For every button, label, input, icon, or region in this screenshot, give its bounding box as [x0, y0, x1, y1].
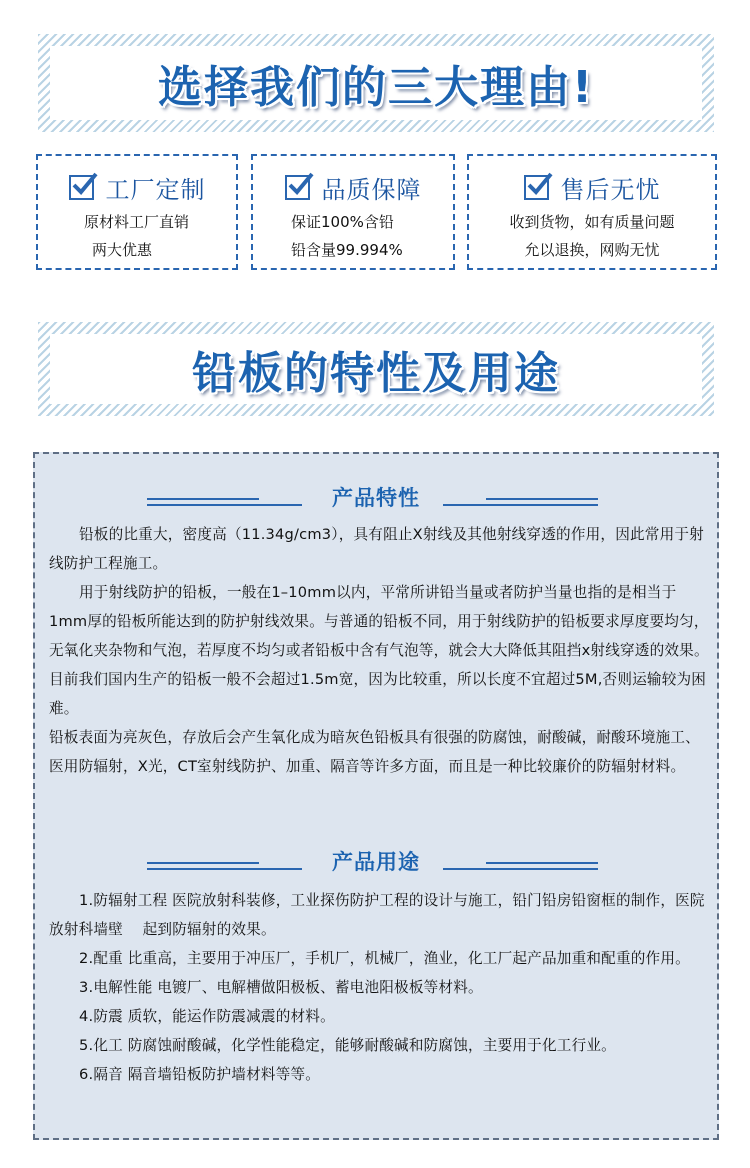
checkbox-checked-icon	[285, 175, 310, 200]
heading-divider-right	[443, 862, 598, 870]
reason-title: 品质保障	[321, 175, 422, 204]
features-paragraph: 铅板表面为亮灰色，存放后会产生氧化成为暗灰色铅板具有很强的防腐蚀，耐酸碱，耐酸环境施工、医用防辐射，X光，CT室射线防护、加重、隔音等许多方面，而且是一种比较廉价的防辐射材料。	[49, 729, 700, 775]
uses-item: 5.化工 防腐蚀耐酸碱，化学性能稳定，能够耐酸碱和防腐蚀，主要用于化工行业。	[79, 1037, 616, 1054]
features-heading-text: 产品特性	[332, 486, 420, 510]
reason-line: 允以退换，网购无忧	[524, 241, 660, 259]
reason-card-factory	[36, 154, 238, 270]
uses-heading	[35, 846, 717, 876]
reason-line: 原材料工厂直销	[84, 213, 190, 231]
reason-card-quality	[251, 154, 455, 270]
features-paragraph: 铅板的比重大，密度高（11.34g/cm3），具有阻止X射线及其他射线穿透的作用，因此常用于射线防护工程施工。	[49, 526, 704, 572]
reason-title: 售后无忧	[560, 175, 661, 204]
uses-item: 4.防震 质软，能运作防震减震的材料。	[79, 1008, 335, 1025]
uses-item: 2.配重 比重高，主要用于冲压厂，手机厂，机械厂，渔业，化工厂起产品加重和配重的作用。	[79, 950, 690, 967]
reasons-banner-title: 选择我们的三大理由!	[157, 62, 595, 113]
reason-title: 工厂定制	[105, 175, 206, 204]
reason-line: 收到货物，如有质量问题	[509, 213, 675, 231]
uses-item: 6.隔音 隔音墙铅板防护墙材料等等。	[79, 1066, 321, 1083]
characteristics-banner	[38, 322, 714, 416]
reason-card-aftersales	[467, 154, 717, 270]
features-paragraph: 用于射线防护的铅板，一般在1–10mm以内，平常所讲铅当量或者防护当量也指的是相当于1mm厚的铅板所能达到的防护射线效果。与普通的铅板不同，用于射线防护的铅板要求厚度要均匀，无氧化夹杂物和气泡，若厚度不均匀或者铅板中含有气泡等，就会大大降低其阻挡x射线穿透的效果。目前我们国内生产的铅板一般不会超过1.5m宽，因为比较重，所以长度不宜超过5M,否则运输较为困难。	[49, 584, 709, 717]
features-heading	[35, 482, 717, 512]
content-panel	[33, 452, 719, 1140]
uses-item: 1.防辐射工程 医院放射科装修，工业探伤防护工程的设计与施工，铅门铅房铅窗框的制作，医院放射科墙壁 起到防辐射的效果。	[49, 892, 705, 938]
heading-divider-right	[443, 498, 598, 506]
checkbox-checked-icon	[69, 175, 94, 200]
uses-item: 3.电解性能 电镀厂、电解槽做阳极板、蓄电池阳极板等材料。	[79, 979, 483, 996]
features-text	[49, 520, 709, 781]
checkbox-checked-icon	[524, 175, 549, 200]
reason-line: 保证100%含铅	[291, 213, 394, 231]
characteristics-banner-title: 铅板的特性及用途	[192, 348, 560, 399]
reasons-banner	[38, 34, 714, 132]
reason-line: 铅含量99.994%	[291, 241, 403, 259]
reason-line: 两大优惠	[92, 241, 153, 259]
uses-text	[49, 886, 709, 1089]
uses-heading-text: 产品用途	[332, 850, 420, 874]
